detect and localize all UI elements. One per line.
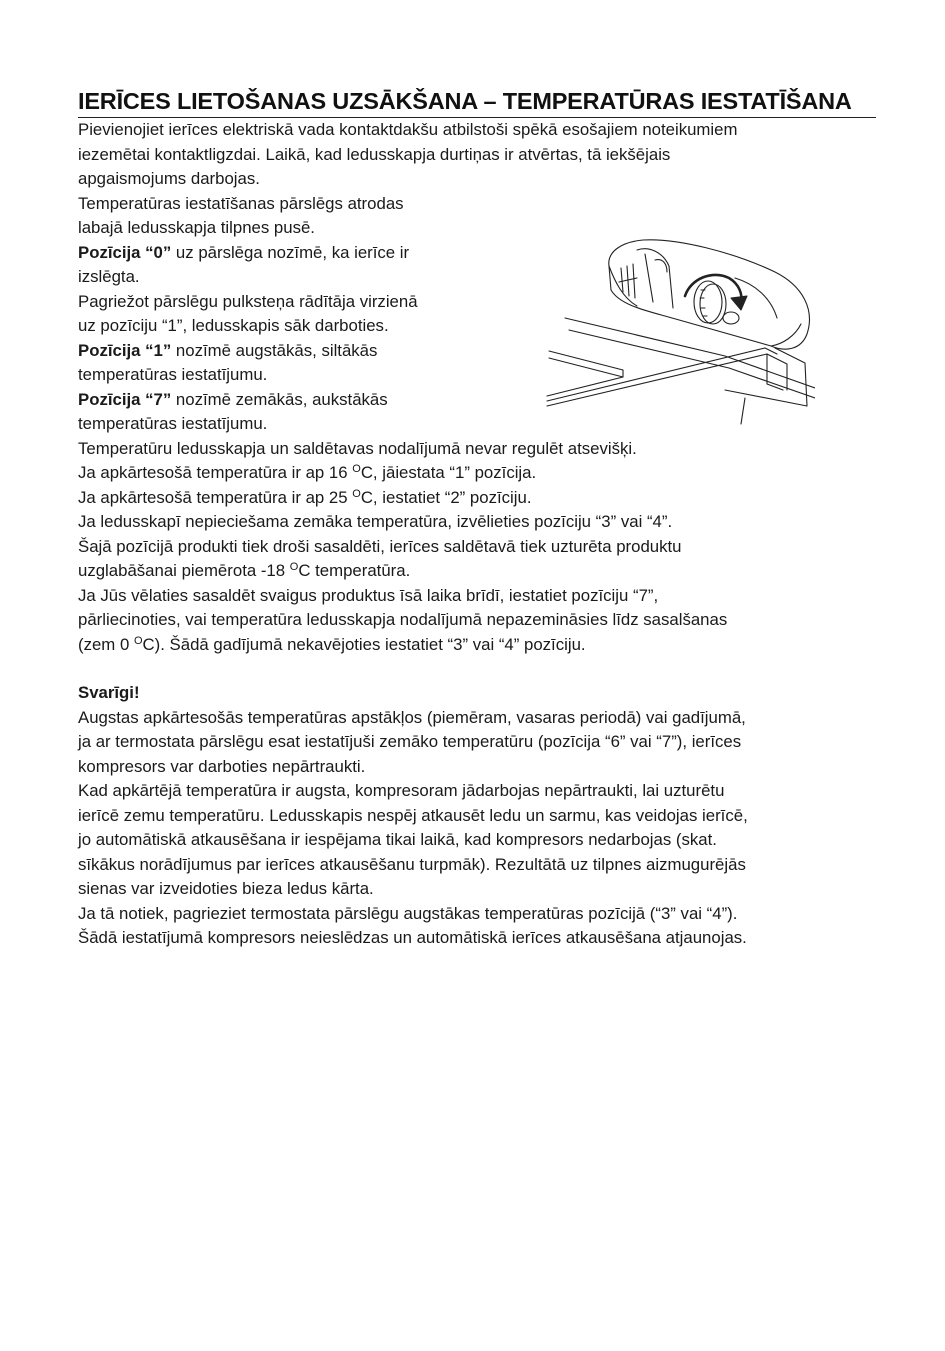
document-page (78, 86, 878, 951)
degree-symbol: O (352, 463, 361, 475)
text-line: Ja ledusskapī nepieciešama zemāka temperatūra, izvēlieties pozīciju “3” vai “4”. (78, 512, 673, 531)
thermostat-description (78, 192, 498, 437)
position-7-line (78, 388, 498, 413)
text-segment: C). Šādā gadījumā nekavējoties iestatiet “3” vai “4” pozīciju. (142, 634, 586, 654)
text-segment: C, iestatiet “2” pozīciju. (360, 487, 532, 507)
position-1-text: nozīmē augstākās, siltākās (171, 340, 378, 360)
position-1-line (78, 339, 498, 364)
text-line: pārliecinoties, vai temperatūra ledusskapja nodalījumā nepazemināsies līdz sasalšanas (78, 610, 728, 629)
position-0-label: Pozīcija “0” (78, 242, 172, 262)
text-segment: C temperatūra. (298, 561, 411, 580)
thermostat-illustration (545, 238, 815, 428)
text-line: uz pozīciju “1”, ledusskapis sāk darboties. (78, 316, 389, 335)
important-line: jo automātiskā atkausēšana ir iespējama tikai laikā, kad kompresors nedarbojas (skat. (78, 830, 717, 849)
text-line (78, 633, 878, 658)
intro-line: apgaismojums darbojas. (78, 169, 260, 188)
intro-line: iezemētai kontaktligzdai. Laikā, kad ledusskapja durtiņas ir atvērtas, tā iekšējais (78, 144, 671, 164)
important-line: kompresors var darboties nepārtraukti. (78, 756, 366, 776)
text-line: Šajā pozīcijā produkti tiek droši sasaldēti, ierīces saldētavā tiek uzturēta produktu (78, 536, 682, 556)
important-section (78, 681, 878, 951)
text-line (78, 461, 878, 486)
position-0-line (78, 241, 498, 266)
text-segment: C, jāiestata “1” pozīcija. (360, 463, 537, 482)
position-7-text: nozīmē zemākās, aukstākās (171, 389, 388, 409)
text-line: temperatūras iestatījumu. (78, 414, 268, 433)
text-line: Pagriežot pārslēgu pulksteņa rādītāja virzienā (78, 291, 418, 311)
important-line: ierīcē zemu temperatūru. Ledusskapis nespēj atkausēt ledu un sarmu, kas veidojas ierīcē, (78, 805, 748, 825)
temperature-settings-paragraph (78, 437, 878, 658)
intro-line: Pievienojiet ierīces elektriskā vada kontaktdakšu atbilstoši spēkā esošajiem noteikumiem (78, 120, 738, 139)
degree-symbol: O (352, 487, 361, 500)
important-line: Augstas apkārtesošās temperatūras apstākļos (piemēram, vasaras periodā) vai gadījumā, (78, 707, 746, 727)
important-line: sīkākus norādījumus par ierīces atkausēšanu turpmāk). Rezultātā uz tilpnes aizmugurējās (78, 854, 746, 874)
text-segment: Ja apkārtesošā temperatūra ir ap 16 (78, 463, 353, 482)
text-line: Temperatūru ledusskapja un saldētavas nodalījumā nevar regulēt atsevišķi. (78, 438, 637, 458)
degree-symbol: O (133, 634, 143, 647)
position-7-label: Pozīcija “7” (78, 389, 172, 409)
important-line: Ja tā notiek, pagrieziet termostata pārslēgu augstākas temperatūras pozīcijā (“3” vai “4”). (78, 903, 738, 923)
important-line: sienas var izveidoties bieza ledus kārta. (78, 879, 374, 898)
text-line: labajā ledusskapja tilpnes pusē. (78, 218, 315, 237)
degree-symbol: O (289, 561, 299, 573)
page-title: IERĪCES LIETOŠANAS UZSĀKŠANA – TEMPERATŪRAS IESTATĪŠANA (78, 88, 852, 114)
text-line (78, 486, 878, 511)
intro-paragraph (78, 118, 878, 192)
important-heading: Svarīgi! (78, 683, 140, 702)
text-segment: (zem 0 (78, 634, 134, 654)
position-1-label: Pozīcija “1” (78, 340, 172, 360)
important-line: Šādā iestatījumā kompresors neieslēdzas un automātiskā ierīces atkausēšana atjaunojas. (78, 928, 747, 947)
text-segment: Ja apkārtesošā temperatūra ir ap 25 (78, 487, 353, 507)
text-segment: uzglabāšanai piemērota -18 (78, 561, 290, 580)
important-line: Kad apkārtējā temperatūra ir augsta, kompresoram jādarbojas nepārtraukti, lai uzturētu (78, 781, 725, 800)
text-line: Temperatūras iestatīšanas pārslēgs atrodas (78, 193, 404, 213)
text-line: Ja Jūs vēlaties sasaldēt svaigus produktus īsā laika brīdī, iestatiet pozīciju “7”, (78, 585, 659, 605)
text-line: temperatūras iestatījumu. (78, 365, 268, 384)
position-0-text: uz pārslēga nozīmē, ka ierīce ir (171, 242, 410, 262)
text-line (78, 559, 878, 584)
section-spacer (78, 657, 878, 681)
text-line: izslēgta. (78, 267, 140, 286)
important-line: ja ar termostata pārslēgu esat iestatījuši zemāko temperatūru (pozīcija “6” vai “7”), ierīces (78, 732, 742, 751)
